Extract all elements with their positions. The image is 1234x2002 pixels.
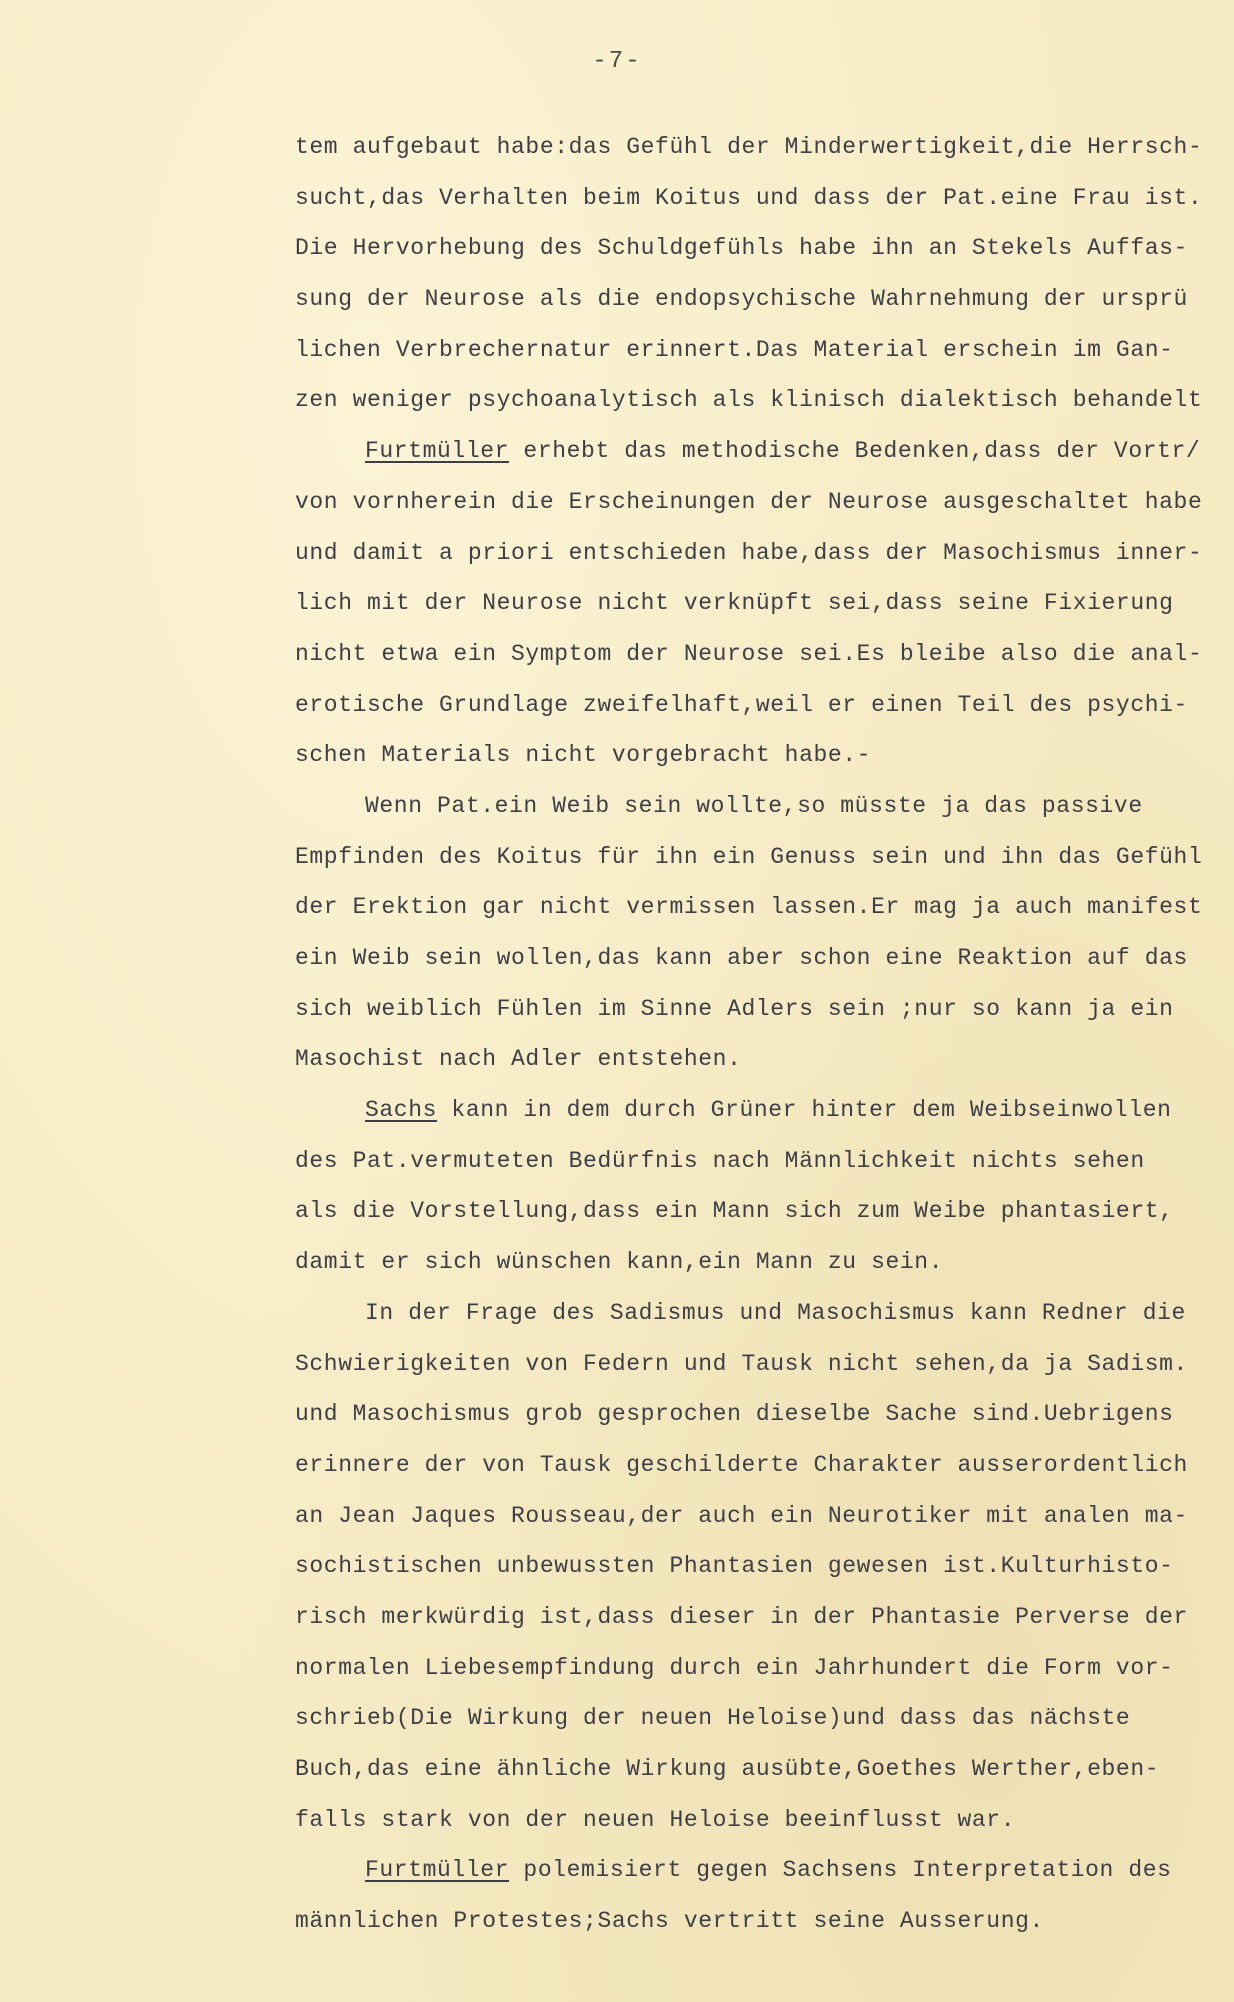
- line-text: sich weiblich Fühlen im Sinne Adlers sein ;nur so kann ja ein: [295, 995, 1174, 1022]
- text-line: [295, 984, 1230, 1035]
- line-text: Schwierigkeiten von Federn und Tausk nicht sehen,da ja Sadism.: [295, 1350, 1188, 1377]
- line-text: als die Vorstellung,dass ein Mann sich zum Weibe phantasiert,: [295, 1198, 1174, 1225]
- speaker-name: Furtmüller: [365, 438, 510, 465]
- line-text: risch merkwürdig ist,dass dieser in der Phantasie Perverse der: [295, 1603, 1188, 1630]
- text-line: [295, 933, 1230, 984]
- text-line: [295, 1186, 1230, 1237]
- text-line: [295, 882, 1230, 933]
- line-text: Wenn Pat.ein Weib sein wollte,so müsste ja das passive: [365, 792, 1143, 819]
- text-line: [295, 680, 1230, 731]
- line-text: sochistischen unbewussten Phantasien gewesen ist.Kulturhisto-: [295, 1553, 1174, 1580]
- text-line: [295, 578, 1230, 629]
- text-line: [295, 1085, 1230, 1136]
- line-text: zen weniger psychoanalytisch als klinisch dialektisch behandelt: [295, 387, 1203, 414]
- text-line: [295, 1339, 1230, 1390]
- text-line: [295, 1237, 1230, 1288]
- line-text: tem aufgebaut habe:das Gefühl der Minderwertigkeit,die Herrsch-: [295, 134, 1203, 160]
- line-text: an Jean Jaques Rousseau,der auch ein Neurotiker mit analen ma-: [295, 1502, 1188, 1529]
- line-text: erhebt das methodische Bedenken,dass der Vortr/: [509, 438, 1201, 465]
- text-line: [295, 1389, 1230, 1440]
- line-text: kann in dem durch Grüner hinter dem Weibseinwollen: [437, 1097, 1172, 1124]
- text-line: [295, 223, 1230, 274]
- line-text: normalen Liebesempfindung durch ein Jahrhundert die Form vor-: [295, 1654, 1174, 1681]
- line-text: und damit a priori entschieden habe,dass der Masochismus inner-: [295, 539, 1203, 566]
- text-line: [295, 1034, 1230, 1085]
- line-text: sucht,das Verhalten beim Koitus und dass der Pat.eine Frau ist.: [295, 184, 1203, 211]
- text-line: [295, 1491, 1230, 1542]
- text-line: [295, 122, 1230, 173]
- text-line: [295, 730, 1230, 781]
- text-line: [295, 1795, 1230, 1846]
- line-text: der Erektion gar nicht vermissen lassen.Er mag ja auch manifest: [295, 894, 1203, 921]
- text-line: [295, 325, 1230, 376]
- line-text: sung der Neurose als die endopsychische Wahrnehmung der ursprü: [295, 286, 1188, 313]
- text-line: [295, 477, 1230, 528]
- text-line: [295, 375, 1230, 426]
- text-line: [295, 1136, 1230, 1187]
- line-text: nicht etwa ein Symptom der Neurose sei.Es bleibe also die anal-: [295, 640, 1203, 667]
- typed-text-body: [295, 122, 1230, 1947]
- line-text: männlichen Protestes;Sachs vertritt seine Ausserung.: [295, 1908, 1044, 1935]
- line-text: Die Hervorhebung des Schuldgefühls habe ihn an Stekels Auffas-: [295, 235, 1188, 262]
- line-text: polemisiert gegen Sachsens Interpretation des: [509, 1857, 1172, 1884]
- text-line: [295, 1744, 1230, 1795]
- text-line: [295, 1440, 1230, 1491]
- line-text: und Masochismus grob gesprochen dieselbe Sache sind.Uebrigens: [295, 1401, 1174, 1428]
- line-text: erinnere der von Tausk geschilderte Charakter ausserordentlich: [295, 1451, 1188, 1478]
- text-line: [295, 781, 1230, 832]
- text-line: [295, 1288, 1230, 1339]
- text-line: [295, 1592, 1230, 1643]
- text-line: [295, 528, 1230, 579]
- line-text: erotische Grundlage zweifelhaft,weil er einen Teil des psychi-: [295, 691, 1188, 718]
- line-text: schrieb(Die Wirkung der neuen Heloise)und dass das nächste: [295, 1705, 1131, 1732]
- text-line: [295, 629, 1230, 680]
- line-text: Buch,das eine ähnliche Wirkung ausübte,Goethes Werther,eben-: [295, 1756, 1160, 1782]
- line-text: des Pat.vermuteten Bedürfnis nach Männlichkeit nichts sehen: [295, 1147, 1145, 1174]
- text-line: [295, 1845, 1230, 1896]
- line-text: ein Weib sein wollen,das kann aber schon eine Reaktion auf das: [295, 945, 1188, 971]
- text-line: [295, 1896, 1230, 1947]
- text-line: [295, 1541, 1230, 1592]
- page-number: -7-: [592, 48, 642, 75]
- line-text: lichen Verbrechernatur erinnert.Das Material erschein im Gan-: [295, 336, 1174, 363]
- text-line: [295, 426, 1230, 477]
- line-text: In der Frage des Sadismus und Masochismus kann Redner die: [365, 1299, 1186, 1326]
- text-line: [295, 1693, 1230, 1744]
- line-text: schen Materials nicht vorgebracht habe.-: [295, 742, 872, 769]
- text-line: [295, 1643, 1230, 1694]
- text-line: [295, 274, 1230, 325]
- text-line: [295, 173, 1230, 224]
- text-line: [295, 832, 1230, 883]
- line-text: damit er sich wünschen kann,ein Mann zu sein.: [295, 1249, 944, 1276]
- line-text: Empfinden des Koitus für ihn ein Genuss sein und ihn das Gefühl: [295, 843, 1203, 870]
- line-text: falls stark von der neuen Heloise beeinflusst war.: [295, 1806, 1016, 1833]
- line-text: lich mit der Neurose nicht verknüpft sei,dass seine Fixierung: [295, 590, 1174, 617]
- line-text: Masochist nach Adler entstehen.: [295, 1046, 742, 1073]
- line-text: von vornherein die Erscheinungen der Neurose ausgeschaltet habe: [295, 488, 1203, 515]
- speaker-name: Sachs: [365, 1097, 438, 1124]
- speaker-name: Furtmüller: [365, 1857, 510, 1884]
